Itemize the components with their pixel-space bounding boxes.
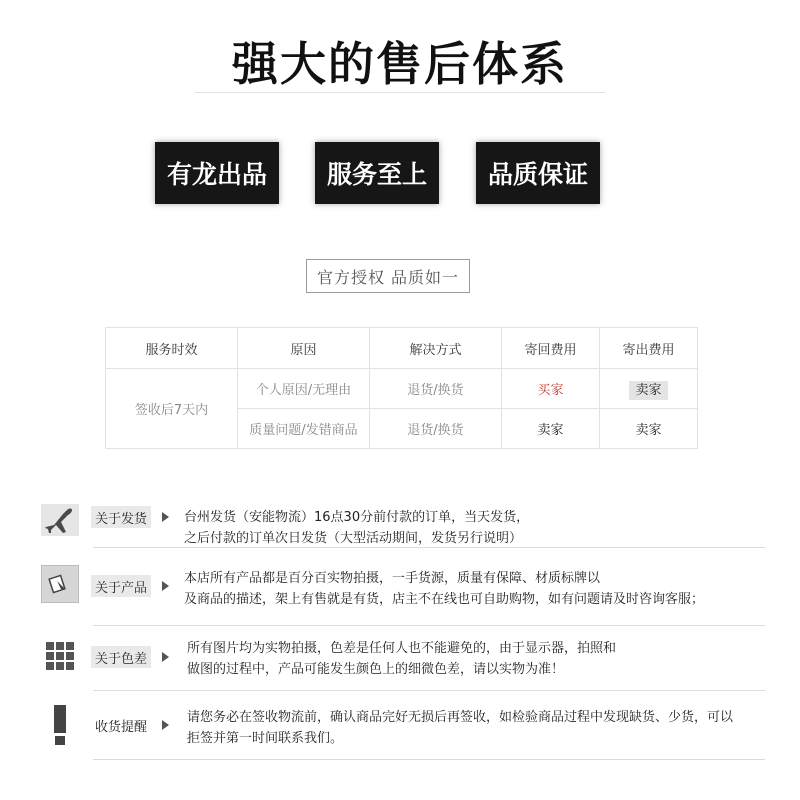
send-fee-cell: 卖家	[600, 409, 698, 449]
receipt-text: 请您务必在签收物流前，确认商品完好无损后再签收，如检验商品过程中发现缺货、少货，可以 拒签并第一时间联系我们。	[187, 710, 734, 746]
color-text: 所有图片均为实物拍摄，色差是任何人也不能避免的，由于显示器，拍照和 做图的过程中，产品可能发生颜色上的细微色差，请以实物为准！	[187, 641, 617, 677]
tagline: 官方授权 品质如一	[306, 259, 470, 293]
solution-cell: 退货/换货	[370, 369, 502, 409]
timeframe-cell: 签收后7天内	[106, 369, 238, 449]
product-label: 关于产品	[91, 575, 151, 597]
airplane-icon	[38, 498, 82, 542]
chevron-right-icon	[162, 581, 169, 591]
divider	[93, 759, 765, 760]
solution-cell: 退货/换货	[370, 409, 502, 449]
send-fee-cell	[600, 369, 698, 409]
shipping-label: 关于发货	[91, 506, 151, 528]
badge-service: 服务至上	[315, 142, 439, 204]
header-send-fee: 寄出费用	[600, 328, 698, 369]
badge-youlong: 有龙出品	[155, 142, 279, 204]
reason-cell: 质量问题/发错商品	[238, 409, 370, 449]
badge-quality: 品质保证	[476, 142, 600, 204]
product-photo-icon	[38, 562, 82, 606]
product-text: 本店所有产品都是百分百实物拍摄，一手货源，质量有保障、材质标牌以 及商品的描述，架上有售就是有货，店主不在线也可自助购物，如有问题请及时咨询客服；	[184, 571, 705, 607]
title-divider	[195, 92, 605, 93]
header-timeframe: 服务时效	[106, 328, 238, 369]
header-return-fee: 寄回费用	[502, 328, 600, 369]
chevron-right-icon	[162, 652, 169, 662]
receipt-label: 收货提醒	[95, 719, 148, 735]
return-fee-cell: 卖家	[502, 409, 600, 449]
table-header-row	[106, 328, 698, 369]
divider	[93, 547, 765, 548]
header-solution: 解决方式	[370, 328, 502, 369]
grid-icon	[38, 634, 82, 678]
page-title: 强大的售后体系	[232, 37, 568, 91]
chevron-right-icon	[162, 512, 169, 522]
header-reason: 原因	[238, 328, 370, 369]
reason-cell: 个人原因/无理由	[238, 369, 370, 409]
exclamation-icon	[38, 703, 82, 747]
after-sales-table	[105, 327, 698, 449]
divider	[93, 690, 765, 691]
table-row	[106, 369, 698, 409]
return-fee-cell: 买家	[502, 369, 600, 409]
shipping-text: 台州发货（安能物流）16点30分前付款的订单，当天发货， 之后付款的订单次日发货（大型活动期间，发货另行说明）	[184, 510, 530, 546]
color-label: 关于色差	[91, 646, 151, 668]
chevron-right-icon	[162, 720, 169, 730]
divider	[93, 625, 765, 626]
send-fee-highlight: 卖家	[629, 381, 667, 400]
